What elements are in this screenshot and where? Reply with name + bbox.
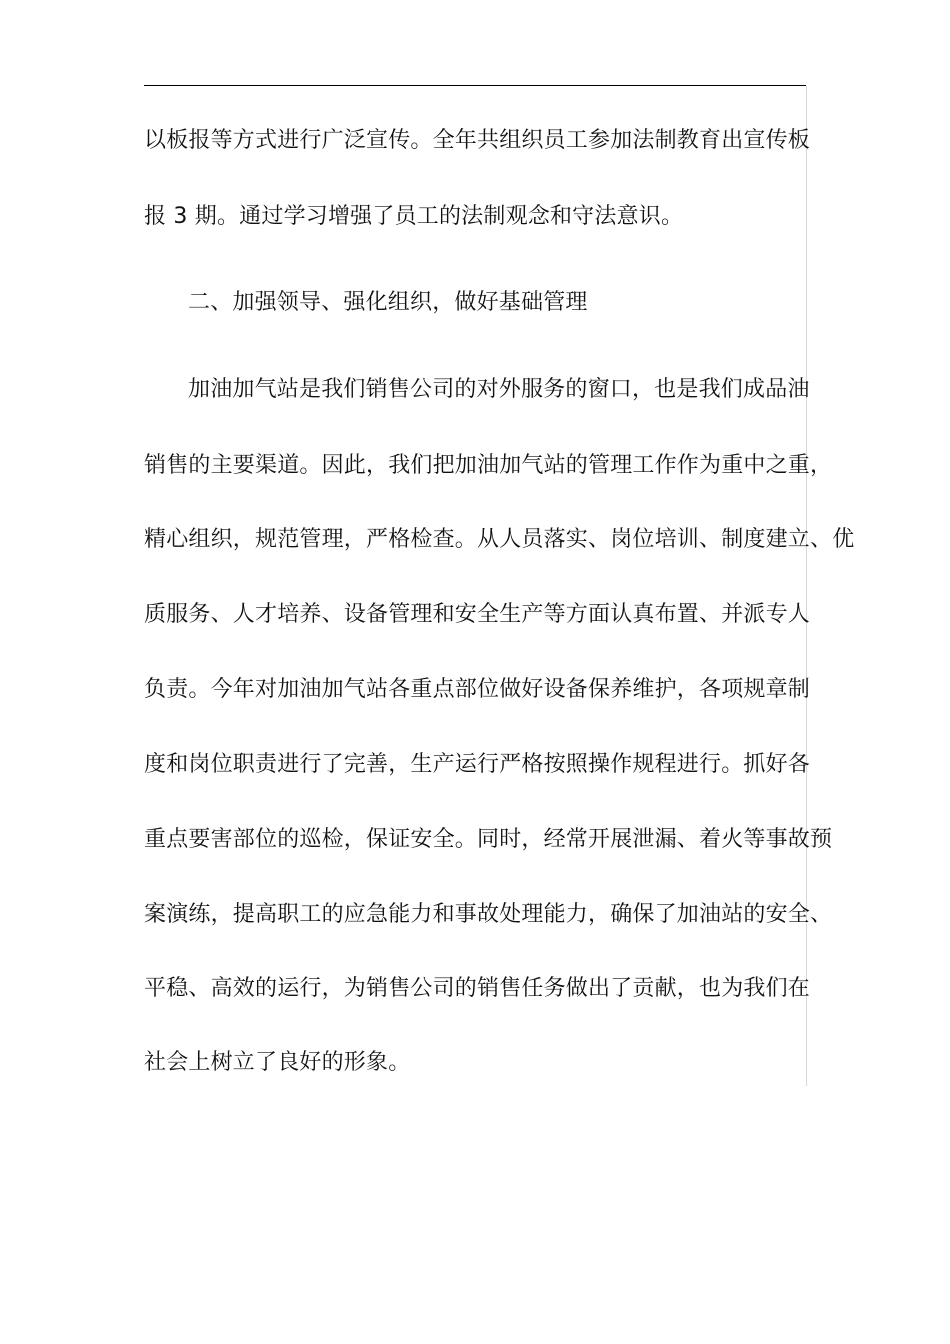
paragraph-line: 案演练，提高职工的应急能力和事故处理能力，确保了加油站的安全、 <box>144 902 833 927</box>
paragraph-line: 度和岗位职责进行了完善，生产运行严格按照操作规程进行。抓好各 <box>144 752 811 777</box>
paragraph-line: 精心组织，规范管理，严格检查。从人员落实、岗位培训、制度建立、优 <box>144 527 855 552</box>
paragraph-line: 重点要害部位的巡检，保证安全。同时，经常开展泄漏、着火等事故预 <box>144 827 833 852</box>
right-margin-line <box>806 86 807 1086</box>
section-heading: 二、加强领导、强化组织，做好基础管理 <box>188 290 588 315</box>
paragraph-line: 负责。今年对加油加气站各重点部位做好设备保养维护，各项规章制 <box>144 677 811 702</box>
paragraph-line: 加油加气站是我们销售公司的对外服务的窗口，也是我们成品油 <box>188 377 810 402</box>
paragraph-line: 报 3 期。通过学习增强了员工的法制观念和守法意识。 <box>144 204 684 229</box>
paragraph-line: 以板报等方式进行广泛宣传。全年共组织员工参加法制教育出宣传板 <box>144 128 811 153</box>
paragraph-line: 社会上树立了良好的形象。 <box>144 1050 411 1075</box>
paragraph-line: 质服务、人才培养、设备管理和安全生产等方面认真布置、并派专人 <box>144 602 811 627</box>
paragraph-line: 销售的主要渠道。因此，我们把加油加气站的管理工作作为重中之重， <box>144 453 833 478</box>
header-rule <box>144 85 806 86</box>
paragraph-line: 平稳、高效的运行，为销售公司的销售任务做出了贡献，也为我们在 <box>144 976 811 1001</box>
